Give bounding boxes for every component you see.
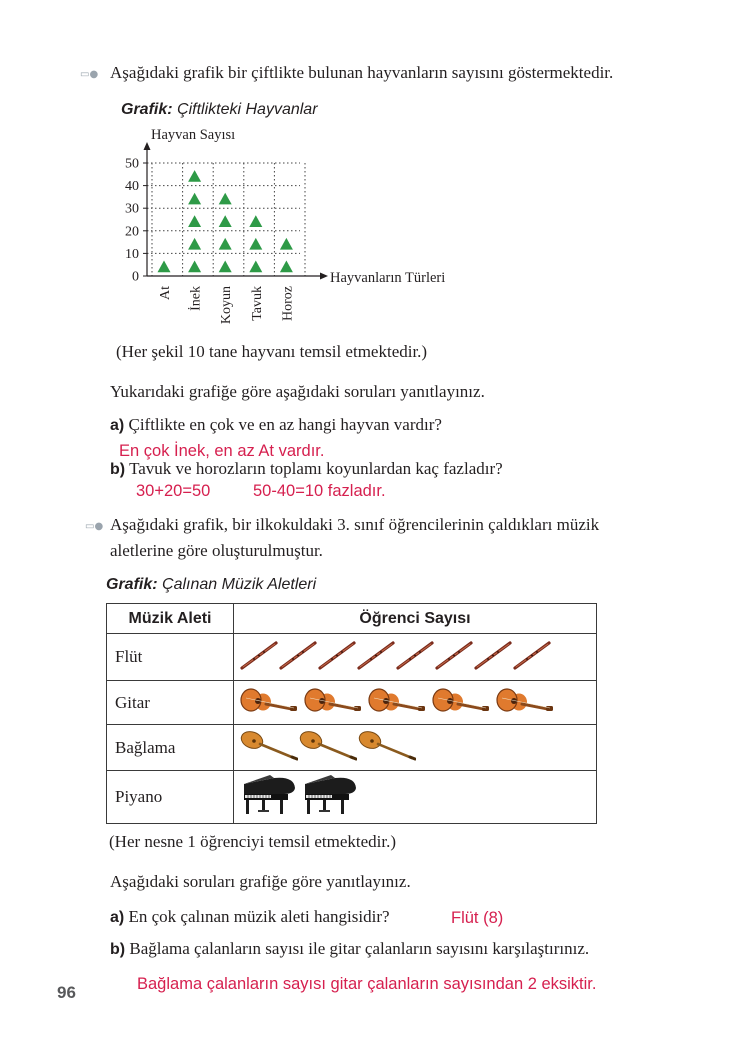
table-row bbox=[107, 681, 597, 725]
flute-icon bbox=[513, 640, 551, 675]
table-row bbox=[107, 771, 597, 824]
x-category-label: Horoz bbox=[280, 286, 296, 321]
triangle-mark bbox=[158, 261, 171, 273]
table-row bbox=[107, 634, 597, 681]
q2b-label: b) bbox=[110, 941, 126, 958]
flute-icon bbox=[435, 640, 473, 675]
instrument-name: Piyano bbox=[107, 771, 234, 824]
piano-icon bbox=[240, 774, 298, 821]
y-tick-label: 40 bbox=[125, 179, 139, 195]
y-tick-label: 10 bbox=[125, 246, 139, 262]
q1-instruction: Yukarıdaki grafiğe göre aşağıdaki soruları yanıtlayınız. bbox=[110, 382, 485, 401]
q2a-label: a) bbox=[110, 909, 125, 926]
x-category-label: Tavuk bbox=[249, 286, 265, 321]
x-category-labels bbox=[158, 286, 295, 324]
q2-intro-line2: aletlerine göre oluşturulmuştur. bbox=[110, 541, 323, 560]
triangle-mark bbox=[188, 261, 201, 273]
q1-note: (Her şekil 10 tane hayvanı temsil etmektedir.) bbox=[116, 342, 428, 361]
x-axis-arrow bbox=[320, 273, 328, 280]
y-tick-label: 50 bbox=[125, 156, 139, 172]
triangle-mark bbox=[188, 238, 201, 250]
triangle-mark bbox=[219, 261, 232, 273]
guitar-icon bbox=[240, 684, 298, 721]
q2-answer-b: Bağlama çalanların sayısı gitar çalanların sayısından 2 eksiktir. bbox=[137, 975, 597, 993]
page-number: 96 bbox=[57, 983, 76, 1002]
q1-answer-a: En çok İnek, en az At vardır. bbox=[119, 442, 325, 460]
triangle-mark bbox=[188, 215, 201, 227]
music-instruments-table bbox=[106, 603, 597, 824]
baglama-icon bbox=[358, 729, 416, 766]
q2-question-a bbox=[110, 907, 390, 927]
flute-icon bbox=[240, 640, 278, 675]
q2b-text: Bağlama çalanların sayısı ile gitar çalanların sayısını karşılaştırınız. bbox=[129, 939, 590, 958]
farm-pictograph-chart bbox=[120, 122, 480, 334]
q1a-label: a) bbox=[110, 417, 125, 434]
triangle-mark bbox=[249, 238, 262, 250]
q2a-text: En çok çalınan müzik aleti hangisidir? bbox=[128, 907, 390, 926]
baglama-icon bbox=[240, 729, 298, 766]
y-tick-label: 30 bbox=[125, 201, 139, 217]
grafik-label: Grafik: bbox=[106, 576, 158, 593]
instrument-name: Flüt bbox=[107, 634, 234, 681]
q1-answer-b-1: 30+20=50 bbox=[136, 482, 211, 500]
q2-instruction: Aşağıdaki soruları grafiğe göre yanıtlayınız. bbox=[110, 872, 411, 891]
y-tick-label: 20 bbox=[125, 224, 139, 240]
instrument-icons bbox=[234, 725, 597, 771]
table-title bbox=[106, 576, 316, 594]
flute-icon bbox=[474, 640, 512, 675]
bullet-marker: ▭● bbox=[85, 521, 104, 532]
q1a-text: Çiftlikte en çok ve en az hangi hayvan vardır? bbox=[128, 415, 442, 434]
triangle-mark bbox=[249, 261, 262, 273]
guitar-icon bbox=[432, 684, 490, 721]
y-tick-label: 0 bbox=[132, 269, 139, 285]
x-category-label: İnek bbox=[188, 286, 204, 311]
triangle-mark bbox=[249, 215, 262, 227]
chart-marks bbox=[158, 170, 293, 272]
baglama-icon bbox=[299, 729, 357, 766]
instrument-name: Gitar bbox=[107, 681, 234, 725]
chart-title-text: Çiftlikteki Hayvanlar bbox=[177, 101, 318, 118]
grafik-label: Grafik: bbox=[121, 101, 173, 118]
triangle-mark bbox=[219, 238, 232, 250]
q2-answer-a: Flüt (8) bbox=[451, 909, 504, 927]
chart-title bbox=[121, 101, 318, 119]
q1b-label: b) bbox=[110, 461, 126, 478]
q2-question-b bbox=[110, 939, 589, 959]
q2-intro-line1: Aşağıdaki grafik, bir ilkokuldaki 3. sınıf öğrencilerinin çaldıkları müzik bbox=[110, 515, 600, 534]
flute-icon bbox=[396, 640, 434, 675]
triangle-mark bbox=[280, 261, 293, 273]
instrument-icons bbox=[234, 634, 597, 681]
instrument-icons bbox=[234, 681, 597, 725]
x-axis-label: Hayvanların Türleri bbox=[330, 270, 446, 286]
triangle-mark bbox=[219, 215, 232, 227]
flute-icon bbox=[318, 640, 356, 675]
flute-icon bbox=[357, 640, 395, 675]
q1-intro: Aşağıdaki grafik bir çiftlikte bulunan hayvanların sayısını göstermektedir. bbox=[110, 63, 614, 82]
piano-icon bbox=[301, 774, 359, 821]
guitar-icon bbox=[368, 684, 426, 721]
header-instrument: Müzik Aleti bbox=[107, 604, 234, 634]
triangle-mark bbox=[188, 193, 201, 205]
triangle-mark bbox=[188, 170, 201, 182]
q1b-text: Tavuk ve horozların toplamı koyunlardan kaç fazladır? bbox=[129, 459, 503, 478]
x-category-label: At bbox=[158, 286, 173, 300]
y-axis-label: Hayvan Sayısı bbox=[151, 127, 236, 143]
q1-answer-b-2: 50-40=10 fazladır. bbox=[253, 482, 386, 500]
y-tick-labels bbox=[125, 157, 139, 285]
guitar-icon bbox=[304, 684, 362, 721]
table-row bbox=[107, 725, 597, 771]
q1-question-a bbox=[110, 415, 442, 435]
guitar-icon bbox=[496, 684, 554, 721]
instrument-icons bbox=[234, 771, 597, 824]
triangle-mark bbox=[219, 193, 232, 205]
header-student-count: Öğrenci Sayısı bbox=[234, 604, 597, 634]
instrument-name: Bağlama bbox=[107, 725, 234, 771]
q2-note: (Her nesne 1 öğrenciyi temsil etmektedir.) bbox=[109, 832, 397, 851]
x-category-label: Koyun bbox=[219, 286, 235, 325]
y-axis-arrow bbox=[144, 142, 151, 150]
flute-icon bbox=[279, 640, 317, 675]
q1-question-b bbox=[110, 459, 503, 479]
bullet-marker: ▭● bbox=[80, 69, 99, 80]
triangle-mark bbox=[280, 238, 293, 250]
table-header-row bbox=[107, 604, 597, 634]
table-title-text: Çalınan Müzik Aletleri bbox=[162, 576, 317, 593]
